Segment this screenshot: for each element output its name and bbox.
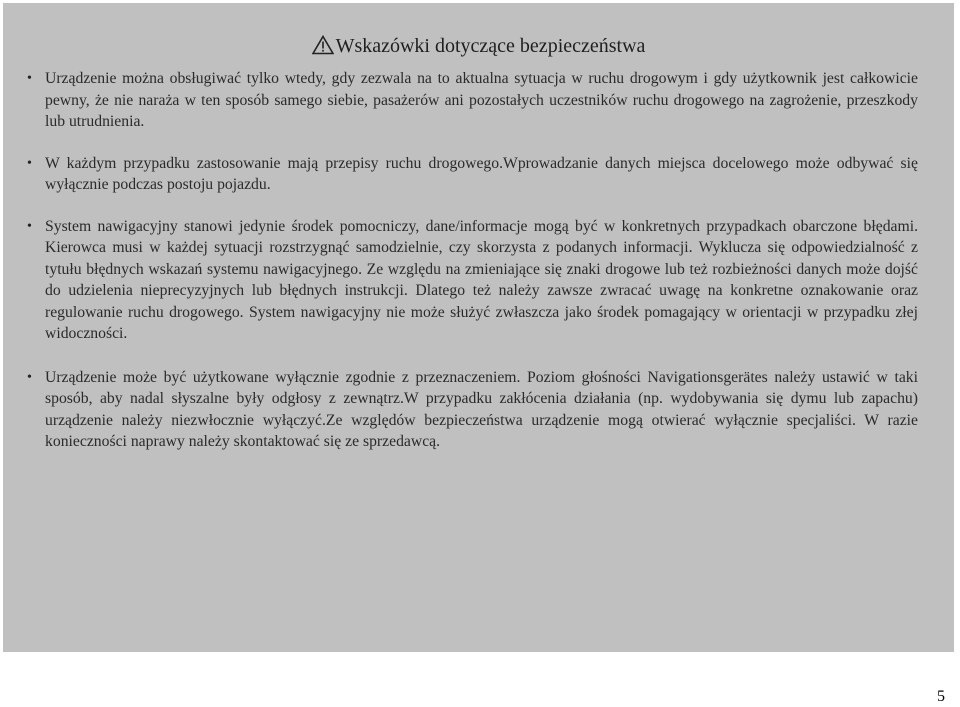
- list-item: [27, 367, 918, 453]
- safety-bullet-list: [27, 68, 918, 453]
- content-panel: [3, 3, 954, 652]
- list-item-text: System nawigacyjny stanowi jedynie środek pomocniczy, dane/informacje mogą być w konkretnych przypadkach obarczone błędami. Kierowca musi w każdej sytuacji rozstrzygnąć samodzielnie, czy skorzysta z podanych informacji. Wyklucza się odpowiedzialność z tytułu błędnych wskazań systemu nawigacyjnego. Ze względu na zmieniające się znaki drogowe lub też rozbieżności danych może dojść do udzielenia nieprecyzyjnych lub błędnych instrukcji. Dlatego też należy zawsze zwracać uwagę na konkretne oznakowanie oraz regulowanie ruchu drogowego. System nawigacyjny nie może służyć zwłaszcza jako środek pomagający w orientacji w przypadku złej widoczności.: [45, 217, 918, 342]
- list-item-text: Urządzenie można obsługiwać tylko wtedy, gdy zezwala na to aktualna sytuacja w ruchu drogowym i gdy użytkownik jest całkowicie pewny, że nie naraża w ten sposób samego siebie, pasażerów ani pozostałych uczestników ruchu drogowego na zagrożenie, przeszkody lub utrudnienia.: [45, 70, 918, 130]
- bullet-marker: •: [27, 71, 32, 86]
- list-item-text: W każdym przypadku zastosowanie mają przepisy ruchu drogowego.Wprowadzanie danych miejsca docelowego może odbywać się wyłącznie podczas postoju pojazdu.: [45, 154, 918, 193]
- page-title-text: Wskazówki dotyczące bezpieczeństwa: [335, 35, 646, 57]
- bullet-marker: •: [27, 218, 32, 234]
- list-item-text: Urządzenie może być użytkowane wyłącznie zgodnie z przeznaczeniem. Poziom głośności Navigationsgerätes należy ustawić w taki sposób, aby nadal słyszalne były odgłosy z zewnątrz.W przypadku zakłócenia działania (np. wydobywania się dymu lub zapachu) urządzenie należy niezwłocznie wyłączyć.Ze względów bezpieczeństwa urządzenie mogą otwierać wyłącznie specjaliści. W razie konieczności naprawy należy skontaktować się ze sprzedawcą.: [45, 368, 918, 450]
- page-title: [3, 34, 954, 58]
- list-item: [27, 216, 918, 345]
- list-item: [27, 68, 918, 133]
- bullet-marker: •: [27, 369, 32, 385]
- warning-triangle-icon: [312, 35, 334, 55]
- bullet-marker: •: [27, 155, 32, 171]
- page-number: 5: [937, 688, 945, 705]
- list-item: [27, 153, 918, 196]
